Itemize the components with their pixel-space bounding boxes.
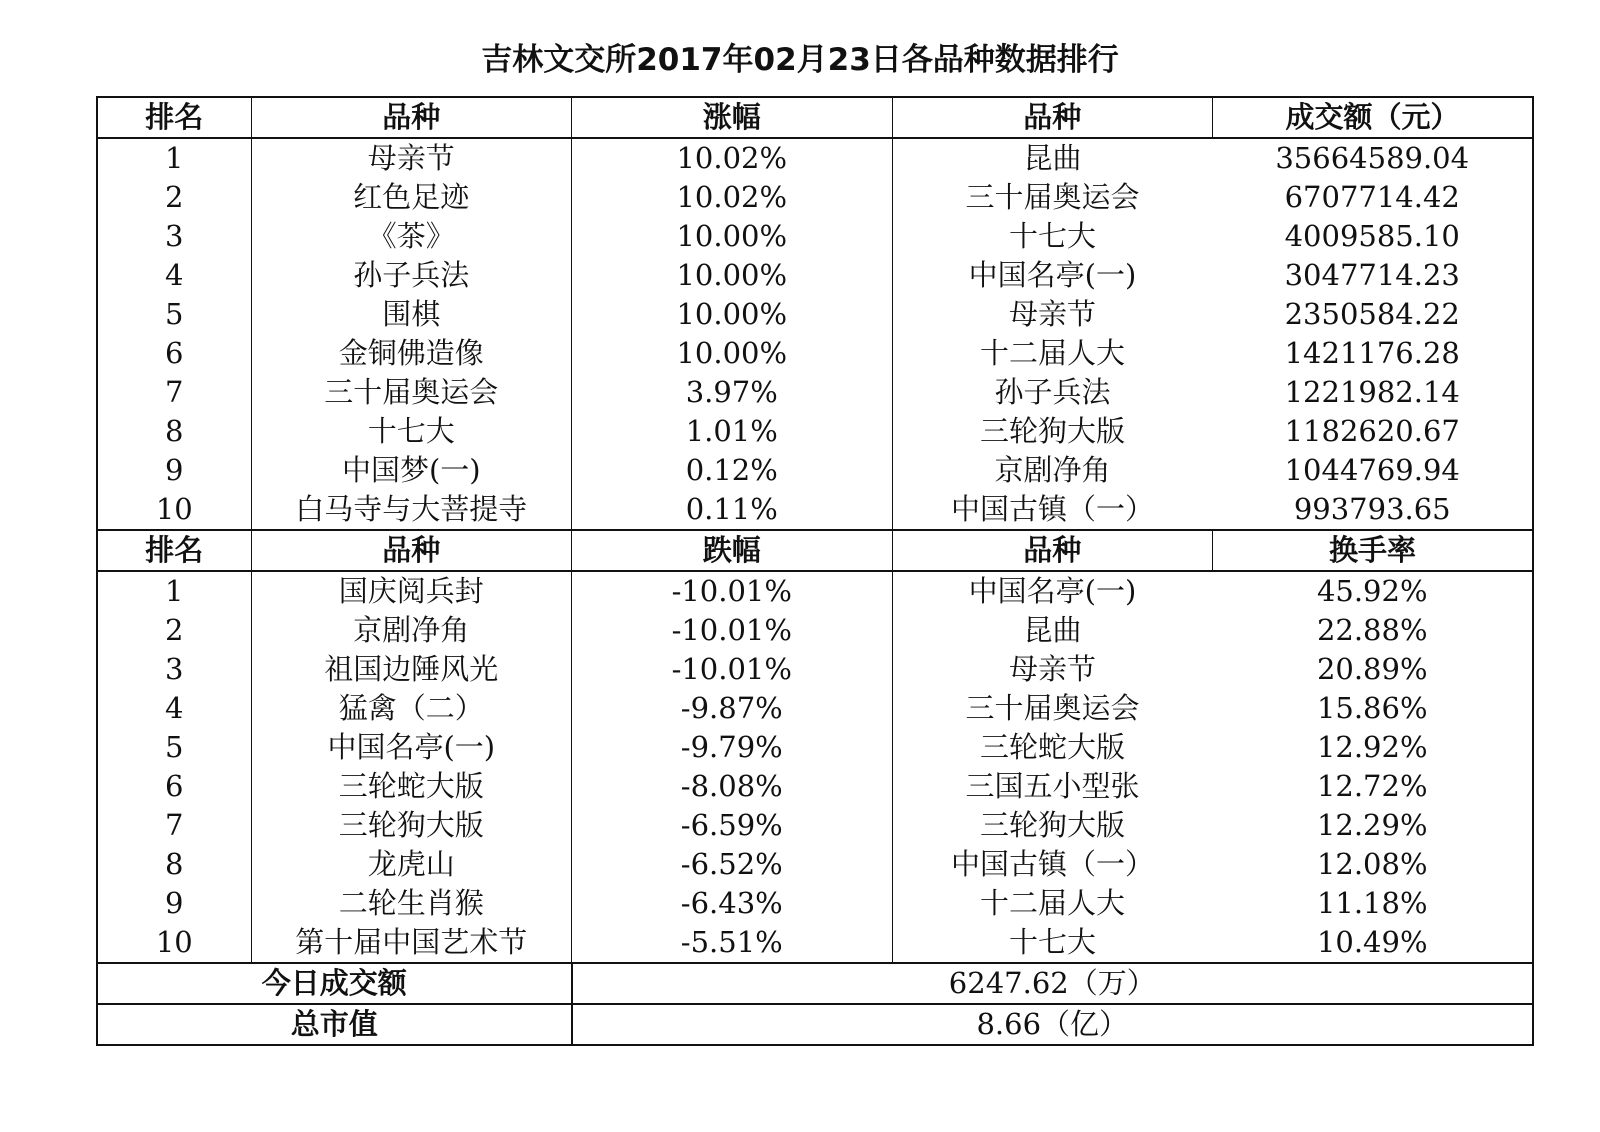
page-title: 吉林文交所2017年02月23日各品种数据排行	[481, 42, 1119, 78]
gain-cell: 10.02%	[572, 178, 892, 217]
turnover-cell: 20.89%	[1316, 652, 1428, 686]
volume-item-cell: 三轮狗大版	[979, 414, 1125, 448]
column-header: 换手率	[1212, 530, 1533, 571]
volume-cell: 1221982.14	[1284, 375, 1460, 409]
table-row	[97, 571, 1533, 611]
rank-cell: 9	[97, 451, 251, 490]
turnover-item-cell: 三轮狗大版	[979, 808, 1125, 842]
loss-item-cell: 猛禽（二）	[251, 689, 571, 728]
volume-item-cell: 三十届奥运会	[965, 180, 1140, 214]
volume-item-cell: 京剧净角	[994, 453, 1111, 487]
loss-cell: -10.01%	[572, 571, 892, 611]
rank-cell: 10	[97, 490, 251, 530]
volume-cell: 993793.65	[1293, 492, 1451, 526]
market-cap-value: 8.66（亿）	[572, 1004, 1533, 1045]
table-row	[97, 845, 1533, 884]
table-row	[97, 256, 1533, 295]
turnover-item-cell: 三轮蛇大版	[979, 730, 1125, 764]
column-header: 品种	[892, 530, 1212, 571]
rank-cell: 6	[97, 334, 251, 373]
gain-item-cell: 十七大	[251, 412, 571, 451]
loss-item-cell: 第十届中国艺术节	[251, 923, 571, 963]
rank-cell: 7	[97, 373, 251, 412]
gain-item-cell: 中国梦(一)	[251, 451, 571, 490]
turnover-cell: 12.72%	[1316, 769, 1428, 803]
volume-item-cell: 十二届人大	[979, 336, 1125, 370]
volume-cell: 3047714.23	[1284, 258, 1460, 292]
volume-item-cell: 昆曲	[1023, 141, 1082, 175]
volume-cell: 4009585.10	[1284, 219, 1460, 253]
column-header: 涨幅	[572, 97, 892, 138]
ranking-table	[96, 96, 1534, 1046]
column-header: 跌幅	[572, 530, 892, 571]
table-row	[97, 412, 1533, 451]
table-row	[97, 806, 1533, 845]
gain-item-cell: 金铜佛造像	[251, 334, 571, 373]
rank-cell: 8	[97, 412, 251, 451]
turnover-cell: 12.29%	[1316, 808, 1428, 842]
loss-cell: -6.43%	[572, 884, 892, 923]
loss-cell: -9.87%	[572, 689, 892, 728]
column-header: 品种	[251, 97, 571, 138]
column-header: 成交额（元）	[1212, 97, 1533, 138]
table-row	[97, 334, 1533, 373]
table-row	[97, 884, 1533, 923]
column-header: 品种	[892, 97, 1212, 138]
rank-cell: 8	[97, 845, 251, 884]
top-section-header-row	[97, 97, 1533, 138]
loss-cell: -9.79%	[572, 728, 892, 767]
rank-cell: 1	[97, 571, 251, 611]
rank-cell: 4	[97, 689, 251, 728]
rank-cell: 3	[97, 650, 251, 689]
turnover-cell: 12.92%	[1316, 730, 1428, 764]
table-row	[97, 923, 1533, 963]
daily-volume-row	[97, 963, 1533, 1004]
loss-item-cell: 祖国边陲风光	[251, 650, 571, 689]
turnover-item-cell: 三十届奥运会	[965, 691, 1140, 725]
volume-item-cell: 中国名亭(一)	[968, 258, 1137, 292]
turnover-item-cell: 十二届人大	[979, 886, 1125, 920]
rank-cell: 9	[97, 884, 251, 923]
market-cap-label: 总市值	[97, 1004, 572, 1045]
loss-cell: -8.08%	[572, 767, 892, 806]
turnover-item-cell: 中国古镇（一）	[950, 847, 1154, 881]
column-header: 排名	[97, 97, 251, 138]
loss-cell: -6.59%	[572, 806, 892, 845]
rank-cell: 2	[97, 178, 251, 217]
table-row	[97, 217, 1533, 256]
table-row	[97, 689, 1533, 728]
turnover-cell: 12.08%	[1316, 847, 1428, 881]
loss-item-cell: 三轮狗大版	[251, 806, 571, 845]
gain-item-cell: 《茶》	[251, 217, 571, 256]
table-row	[97, 728, 1533, 767]
daily-volume-label: 今日成交额	[97, 963, 572, 1004]
turnover-cell: 15.86%	[1316, 691, 1428, 725]
table-row	[97, 490, 1533, 530]
market-cap-row	[97, 1004, 1533, 1045]
volume-cell: 35664589.04	[1275, 141, 1470, 175]
table-row	[97, 611, 1533, 650]
rank-cell: 7	[97, 806, 251, 845]
rank-cell: 1	[97, 138, 251, 178]
gain-item-cell: 孙子兵法	[251, 256, 571, 295]
turnover-item-cell: 十七大	[1008, 925, 1096, 959]
gain-item-cell: 三十届奥运会	[251, 373, 571, 412]
gain-item-cell: 围棋	[251, 295, 571, 334]
gain-item-cell: 母亲节	[251, 138, 571, 178]
rank-cell: 6	[97, 767, 251, 806]
gain-cell: 10.00%	[572, 334, 892, 373]
volume-cell: 1182620.67	[1284, 414, 1460, 448]
table-row	[97, 767, 1533, 806]
table-row	[97, 650, 1533, 689]
table-row	[97, 373, 1533, 412]
bottom-section-header-row	[97, 530, 1533, 571]
loss-item-cell: 国庆阅兵封	[251, 571, 571, 611]
column-header: 品种	[251, 530, 571, 571]
turnover-item-cell: 中国名亭(一)	[968, 574, 1137, 608]
turnover-item-cell: 昆曲	[1023, 613, 1082, 647]
volume-item-cell: 中国古镇（一）	[950, 492, 1154, 526]
turnover-cell: 22.88%	[1316, 613, 1428, 647]
volume-item-cell: 孙子兵法	[994, 375, 1111, 409]
turnover-cell: 45.92%	[1316, 574, 1428, 608]
loss-cell: -10.01%	[572, 611, 892, 650]
loss-item-cell: 中国名亭(一)	[251, 728, 571, 767]
table-row	[97, 451, 1533, 490]
table-row	[97, 295, 1533, 334]
table-row	[97, 138, 1533, 178]
turnover-item-cell: 母亲节	[1008, 652, 1096, 686]
column-header: 排名	[97, 530, 251, 571]
volume-item-cell: 母亲节	[1008, 297, 1096, 331]
table-row	[97, 178, 1533, 217]
gain-cell: 3.97%	[572, 373, 892, 412]
daily-volume-value: 6247.62（万）	[572, 963, 1533, 1004]
loss-cell: -10.01%	[572, 650, 892, 689]
rank-cell: 5	[97, 295, 251, 334]
volume-cell: 1044769.94	[1284, 453, 1460, 487]
gain-cell: 0.11%	[572, 490, 892, 530]
loss-cell: -5.51%	[572, 923, 892, 963]
rank-cell: 3	[97, 217, 251, 256]
gain-cell: 10.00%	[572, 217, 892, 256]
gain-cell: 10.02%	[572, 138, 892, 178]
volume-cell: 2350584.22	[1284, 297, 1460, 331]
volume-cell: 1421176.28	[1284, 336, 1460, 370]
volume-item-cell: 十七大	[1008, 219, 1096, 253]
loss-item-cell: 三轮蛇大版	[251, 767, 571, 806]
gain-cell: 1.01%	[572, 412, 892, 451]
gain-cell: 0.12%	[572, 451, 892, 490]
gain-cell: 10.00%	[572, 295, 892, 334]
turnover-cell: 11.18%	[1316, 886, 1428, 920]
gain-item-cell: 红色足迹	[251, 178, 571, 217]
volume-cell: 6707714.42	[1284, 180, 1460, 214]
gain-item-cell: 白马寺与大菩提寺	[251, 490, 571, 530]
rank-cell: 4	[97, 256, 251, 295]
loss-item-cell: 二轮生肖猴	[251, 884, 571, 923]
loss-cell: -6.52%	[572, 845, 892, 884]
rank-cell: 5	[97, 728, 251, 767]
gain-cell: 10.00%	[572, 256, 892, 295]
turnover-item-cell: 三国五小型张	[965, 769, 1140, 803]
turnover-cell: 10.49%	[1316, 925, 1428, 959]
rank-cell: 10	[97, 923, 251, 963]
rank-cell: 2	[97, 611, 251, 650]
loss-item-cell: 京剧净角	[251, 611, 571, 650]
loss-item-cell: 龙虎山	[251, 845, 571, 884]
